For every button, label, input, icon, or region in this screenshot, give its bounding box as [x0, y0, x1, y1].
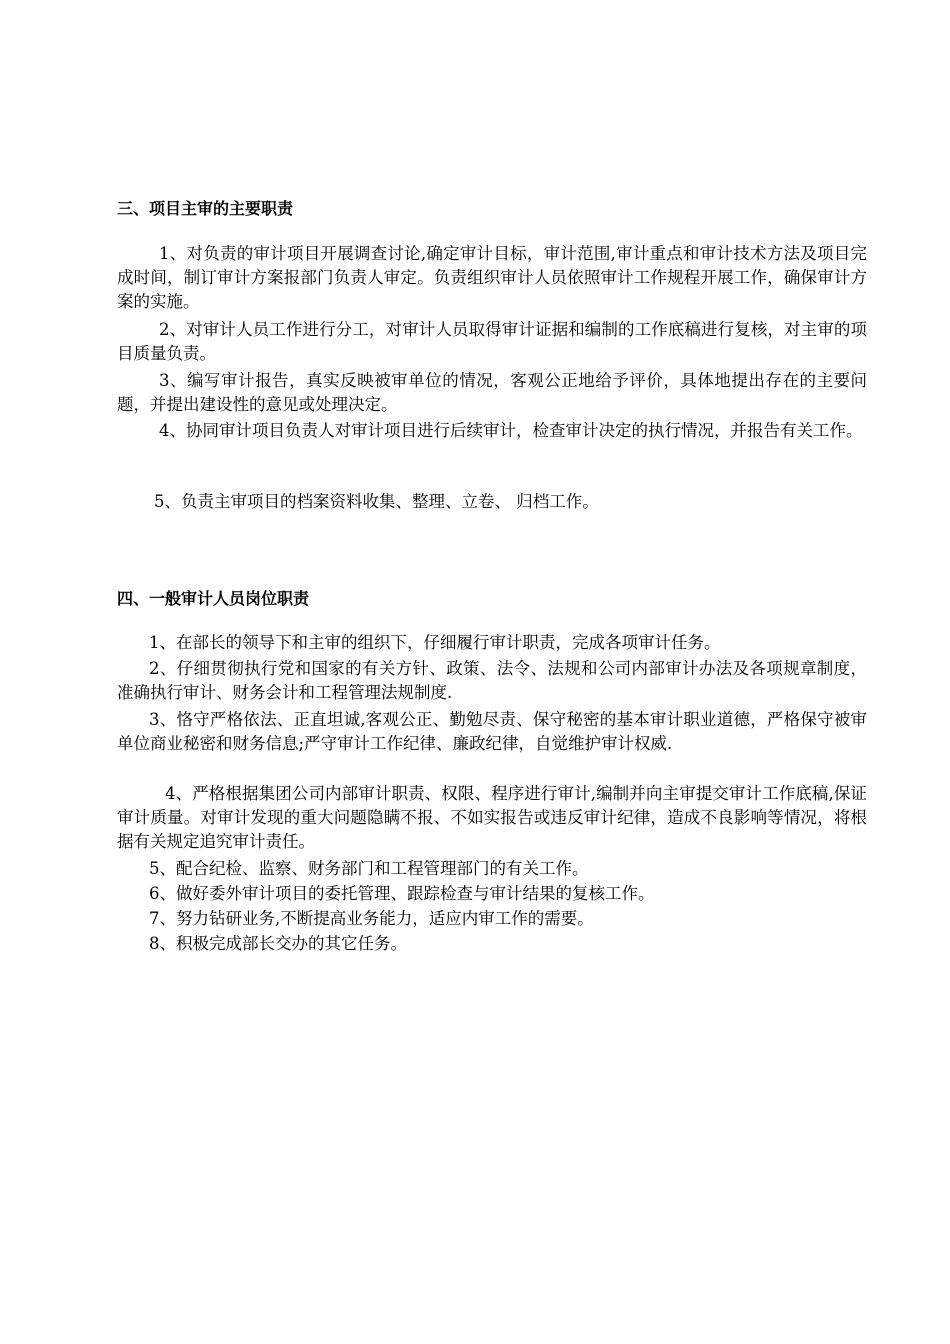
section-4-item-4: 4、严格根据集团公司内部审计职责、权限、程序进行审计,编制并向主审提交审计工作底稿,保证审计质量。对审计发现的重大问题隐瞒不报、不如实报告或违反审计纪律，造成不良影响等情况，将根据有关规定追究审计责任。 [117, 784, 867, 851]
section-4-item-2: 2、仔细贯彻执行党和国家的有关方针、政策、法令、法规和公司内部审计办法及各项规章制度，准确执行审计、财务会计和工程管理法规制度. [117, 659, 867, 702]
section-4-item-5: 5、配合纪检、监察、财务部门和工程管理部门的有关工作。 [149, 859, 589, 878]
section-4-item-6: 6、做好委外审计项目的委托管理、跟踪检查与审计结果的复核工作。 [149, 884, 655, 903]
section-4-item-8: 8、积极完成部长交办的其它任务。 [149, 934, 407, 953]
section-4-item-3: 3、恪守严格依法、正直坦诚,客观公正、勤勉尽责、保守秘密的基本审计职业道德，严格保守被审单位商业秘密和财务信息;严守审计工作纪律、廉政纪律，自觉维护审计权威. [117, 710, 867, 753]
section-3-item-4: 4、协同审计项目负责人对审计项目进行后续审计，检查审计决定的执行情况，并报告有关工作。 [159, 421, 863, 440]
section-3-heading: 三、项目主审的主要职责 [117, 199, 294, 218]
section-4-item-7: 7、努力钻研业务,不断提高业务能力，适应内审工作的需要。 [149, 909, 594, 928]
section-3-item-3: 3、编写审计报告，真实反映被审单位的情况，客观公正地给予评价，具体地提出存在的主要问题，并提出建设性的意见或处理决定。 [117, 371, 867, 414]
section-3-item-2: 2、对审计人员工作进行分工，对审计人员取得审计证据和编制的工作底稿进行复核，对主审的项目质量负责。 [117, 320, 867, 363]
section-3-item-5: 5、负责主审项目的档案资料收集、整理、立卷、 归档工作。 [154, 492, 599, 511]
section-3-item-1: 1、对负责的审计项目开展调查讨论,确定审计目标，审计范围,审计重点和审计技术方法及项目完成时间，制订审计方案报部门负责人审定。负责组织审计人员依照审计工作规程开展工作，确保审计方案的实施。 [117, 244, 867, 311]
section-4-item-1: 1、在部长的领导下和主审的组织下，仔细履行审计职责，完成各项审计任务。 [149, 633, 721, 652]
section-4-heading: 四、一般审计人员岗位职责 [117, 589, 310, 608]
